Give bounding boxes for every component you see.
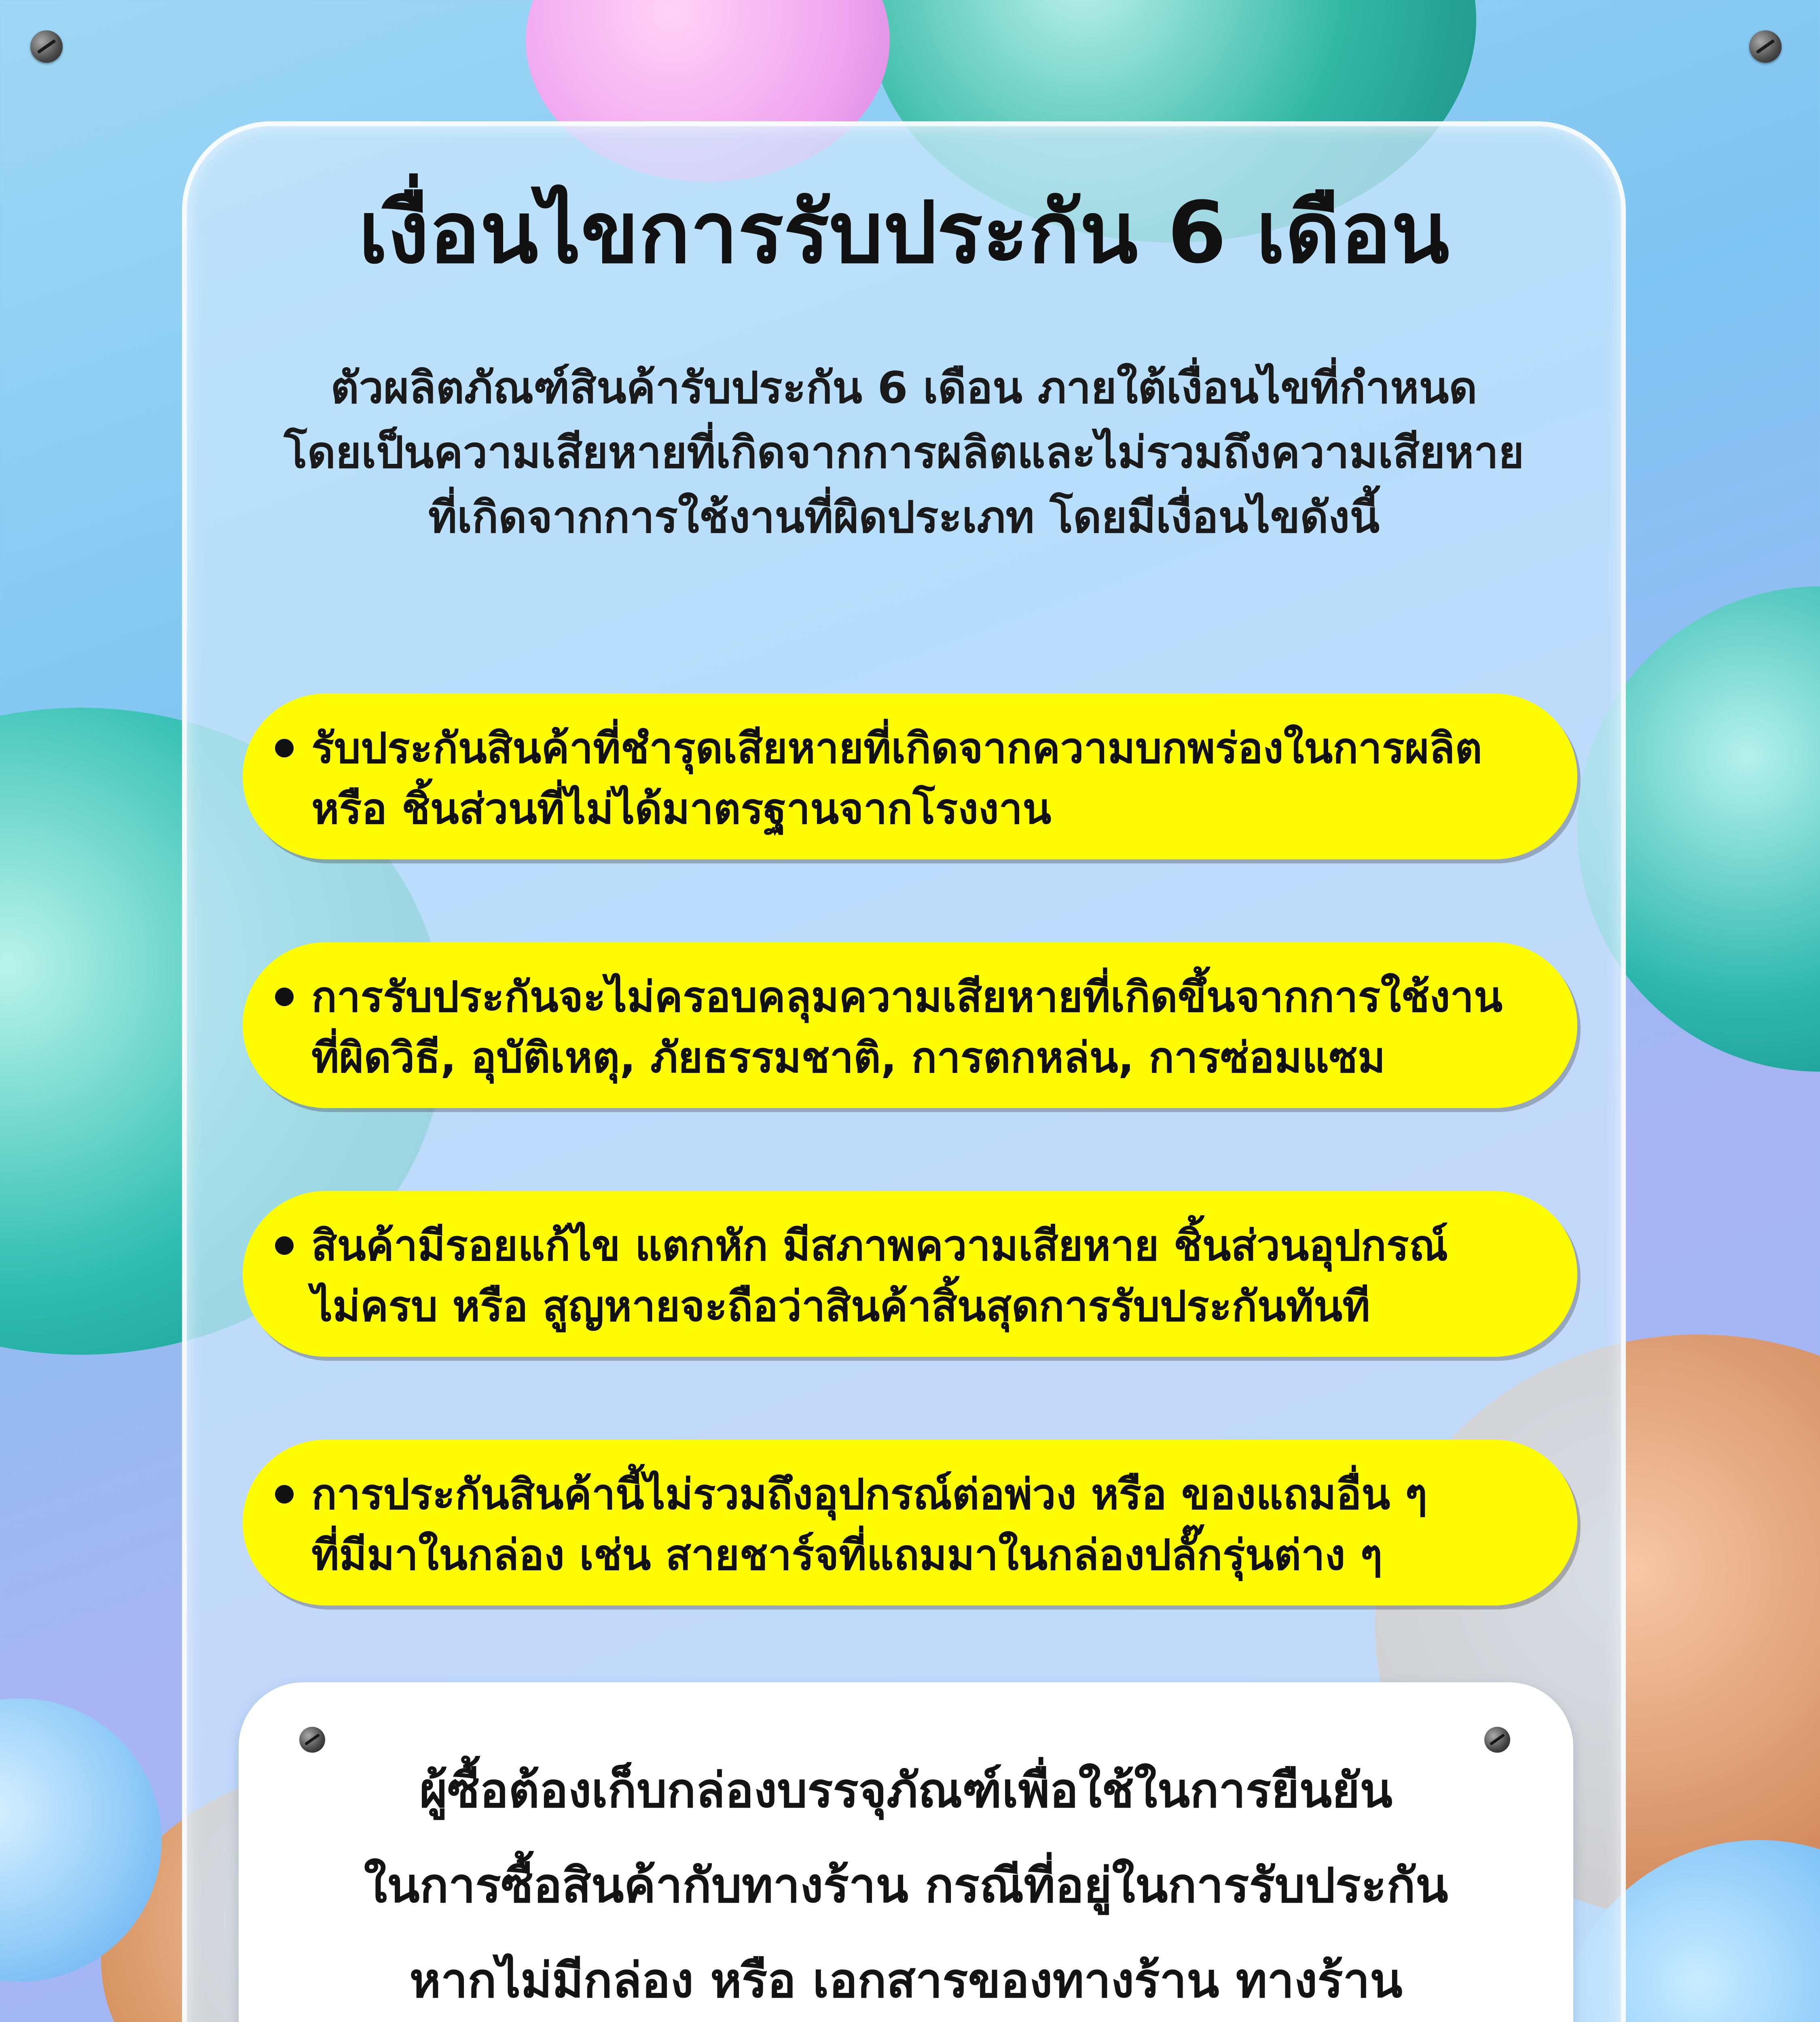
bullet-dot-icon [275,1485,294,1504]
note-card [239,1682,1573,2022]
intro-line: ตัวผลิตภัณฑ์สินค้ารับประกัน 6 เดือน ภายใต้เงื่อนไขที่กำหนด [330,363,1477,413]
bullet-dot-icon [275,988,294,1006]
condition-line: การรับประกันจะไม่ครอบคลุมความเสียหายที่เกิดขึ้นจากการใช้งาน [311,972,1503,1022]
bullet-dot-icon [275,739,294,757]
note-line: ผู้ซื้อต้องเก็บกล่องบรรจุภัณฑ์เพื่อใช้ในการยืนยัน [419,1762,1393,1818]
condition-item [243,1191,1577,1357]
intro-text [210,356,1598,550]
note-line: หากไม่มีกล่อง หรือ เอกสารของทางร้าน ทางร้าน [409,1952,1403,2008]
condition-text [311,718,1553,839]
screw-icon [30,30,63,63]
note-text [271,1743,1541,2022]
condition-item [243,1440,1577,1605]
intro-line: โดยเป็นความเสียหายที่เกิดจากการผลิตและไม่รวมถึงความเสียหาย [284,427,1524,478]
screw-icon [1749,30,1782,63]
condition-item [243,694,1577,859]
condition-line: สินค้ามีรอยแก้ไข แตกหัก มีสภาพความเสียหาย ชิ้นส่วนอุปกรณ์ [311,1221,1448,1270]
bullet-dot-icon [275,1236,294,1255]
condition-line: รับประกันสินค้าที่ชำรุดเสียหายที่เกิดจากความบกพร่องในการผลิต [311,723,1482,773]
condition-line: ไม่ครบ หรือ สูญหายจะถือว่าสินค้าสิ้นสุดการรับประกันทันที [311,1282,1370,1331]
condition-text [311,1215,1553,1337]
intro-line: ที่เกิดจากการใช้งานที่ผิดประเภท โดยมีเงื่อนไขดังนี้ [428,492,1380,543]
condition-line: ที่มีมาในกล่อง เช่น สายชาร์จที่แถมมาในกล่องปลั๊กรุ่นต่าง ๆ [311,1530,1383,1580]
condition-item [243,942,1577,1108]
condition-line: การประกันสินค้านี้ไม่รวมถึงอุปกรณ์ต่อพ่วง หรือ ของแถมอื่น ๆ [311,1470,1428,1519]
condition-text [311,967,1553,1088]
condition-text [311,1464,1553,1585]
page-title: เงื่อนไขการรับประกัน 6 เดือน [358,183,1450,282]
condition-line: หรือ ชิ้นส่วนที่ไม่ได้มาตรฐานจากโรงงาน [311,784,1052,833]
note-line: ในการซื้อสินค้ากับทางร้าน กรณีที่อยู่ในการรับประกัน [364,1857,1448,1913]
condition-line: ที่ผิดวิธี, อุบัติเหตุ, ภัยธรรมชาติ, การตกหล่น, การซ่อมแซม [311,1033,1386,1082]
